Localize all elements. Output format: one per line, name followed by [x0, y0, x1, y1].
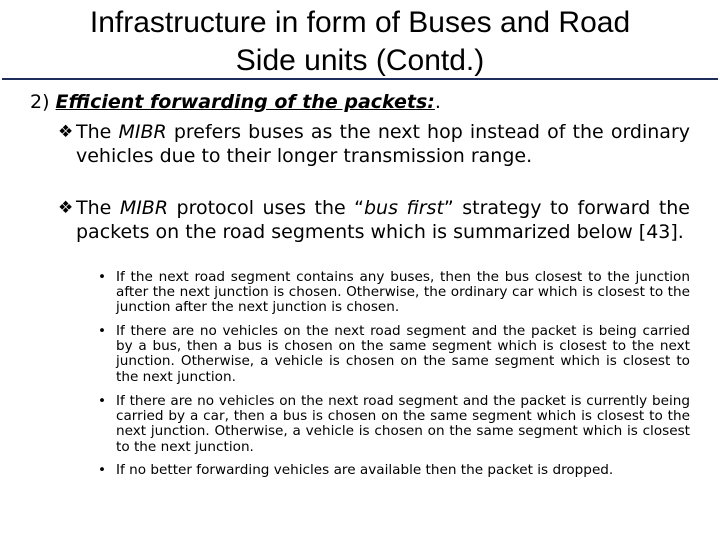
sub-bullet-text: If no better forwarding vehicles are available then the packet is dropped. — [116, 462, 614, 478]
bullet-text: The MIBR prefers buses as the next hop instead of the ordinary vehicles due to their longer transmission range. — [76, 121, 690, 167]
sub-bullet-item — [98, 324, 690, 385]
title-divider — [2, 78, 718, 80]
bullet-item — [58, 120, 690, 168]
dot-bullet-icon: • — [98, 462, 107, 478]
sub-bullet-text: If the next road segment contains any buses, then the bus closest to the junction after the next junction is chosen. Otherwise, the ordinary car which is closest to the junction after the next junction is chosen. — [116, 269, 690, 316]
slide-title-line1: Infrastructure in form of Buses and Road — [89, 6, 631, 39]
dot-bullet-icon: • — [98, 393, 107, 409]
diamond-bullet-icon: ❖ — [58, 198, 74, 218]
sub-bullet-text: If there are no vehicles on the next road segment and the packet is currently being carried by a car, then a bus is chosen on the same segment which is closest to the next junction. Otherwise, a vehicle is chosen on the same segment which is closest to the next junction. — [116, 393, 690, 455]
slide-title-line2: Side units (Contd.) — [235, 44, 485, 77]
diamond-bullet-icon: ❖ — [58, 122, 74, 142]
section-number: 2) — [30, 91, 56, 113]
sub-bullet-item — [98, 270, 690, 316]
section-heading-tail: . — [434, 91, 441, 113]
sub-bullet-text: If there are no vehicles on the next road segment and the packet is being carried by a bus, then a bus is chosen on the same segment which is closest to the next junction. Otherwise, a vehicle is chosen on the same segment which is closest to the next junction. — [116, 323, 690, 385]
section-heading — [30, 90, 700, 114]
dot-bullet-icon: • — [98, 323, 107, 339]
section-heading-text: Efficient forwarding of the packets: — [55, 91, 435, 113]
sub-bullet-item — [98, 463, 690, 478]
slide-title — [0, 4, 720, 80]
sub-bullet-item — [98, 394, 690, 455]
bullet-text: The MIBR protocol uses the “bus first” strategy to forward the packets on the road segments which is summarized below [43]. — [76, 197, 690, 243]
dot-bullet-icon: • — [98, 269, 107, 285]
bullet-item — [58, 196, 690, 244]
